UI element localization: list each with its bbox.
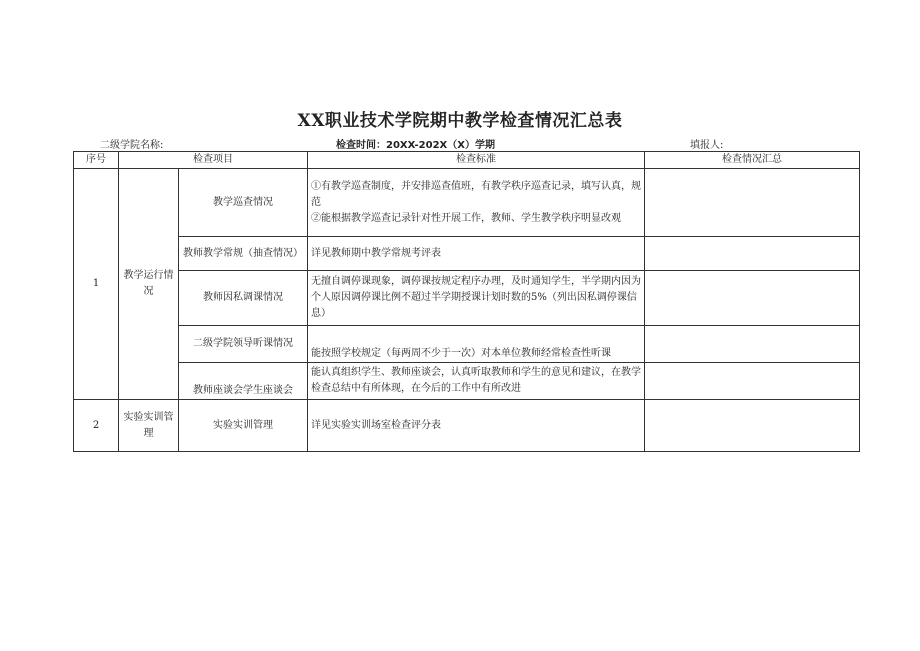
item-cell: 教师教学常规（抽查情况） — [179, 237, 308, 271]
standard-line: 能认真组织学生、教师座谈会，认真听取教师和学生的意见和建议，在教学检查总结中有所体现，在今后的工作中有所改进 — [311, 367, 641, 394]
summary-table — [73, 151, 860, 452]
header-standard: 检查标准 — [308, 152, 645, 169]
inspection-time-label: 检查时间：20XX-202X（X）学期 — [336, 140, 495, 151]
table-row — [74, 169, 860, 237]
standard-cell — [308, 169, 645, 237]
standard-cell — [308, 237, 645, 271]
page-title: XX职业技术学院期中教学检查情况汇总表 — [297, 111, 623, 131]
standard-cell — [308, 326, 645, 363]
category-cell: 实验实训管理 — [119, 400, 179, 452]
filler-label: 填报人: — [690, 140, 724, 151]
standard-line: ②能根据教学巡查记录针对性开展工作，教师、学生教学秩序明显改观 — [311, 212, 621, 224]
summary-cell[interactable] — [645, 326, 860, 363]
standard-cell — [308, 363, 645, 400]
item-cell: 二级学院领导听课情况 — [179, 326, 308, 363]
category-cell: 教学运行情况 — [119, 169, 179, 400]
college-name-label: 二级学院名称: — [100, 140, 164, 151]
standard-line: 详见实验实训场室检查评分表 — [311, 419, 441, 431]
standard-line: 无擅自调停课现象，调停课按规定程序办理，及时通知学生，半学期内因为个人原因调停课比例不超过半学期授课计划时数的5%（列出因私调停课信息） — [311, 276, 641, 319]
summary-cell[interactable] — [645, 169, 860, 237]
header-summary: 检查情况汇总 — [645, 152, 860, 169]
table-header-row — [74, 152, 860, 169]
summary-cell[interactable] — [645, 363, 860, 400]
seq-cell: 2 — [74, 400, 119, 452]
standard-line: 详见教师期中教学常规考评表 — [311, 247, 441, 259]
table-row — [74, 400, 860, 452]
item-cell: 实验实训管理 — [179, 400, 308, 452]
standard-line: ①有教学巡查制度，并安排巡查值班，有教学秩序巡查记录，填写认真，规范 — [311, 180, 641, 208]
summary-cell[interactable] — [645, 271, 860, 326]
table-row — [74, 363, 860, 400]
summary-cell[interactable] — [645, 237, 860, 271]
item-cell: 教学巡查情况 — [179, 169, 308, 237]
table-row — [74, 326, 860, 363]
standard-cell — [308, 271, 645, 326]
seq-cell: 1 — [74, 169, 119, 400]
header-seq: 序号 — [74, 152, 119, 169]
standard-line: 能按照学校规定（每两周不少于一次）对本单位教师经常检查性听课 — [311, 348, 611, 359]
item-cell: 教师因私调课情况 — [179, 271, 308, 326]
summary-cell[interactable] — [645, 400, 860, 452]
table-row — [74, 237, 860, 271]
header-item: 检查项目 — [119, 152, 308, 169]
standard-cell — [308, 400, 645, 452]
table-row — [74, 271, 860, 326]
item-cell: 教师座谈会学生座谈会 — [179, 363, 308, 400]
